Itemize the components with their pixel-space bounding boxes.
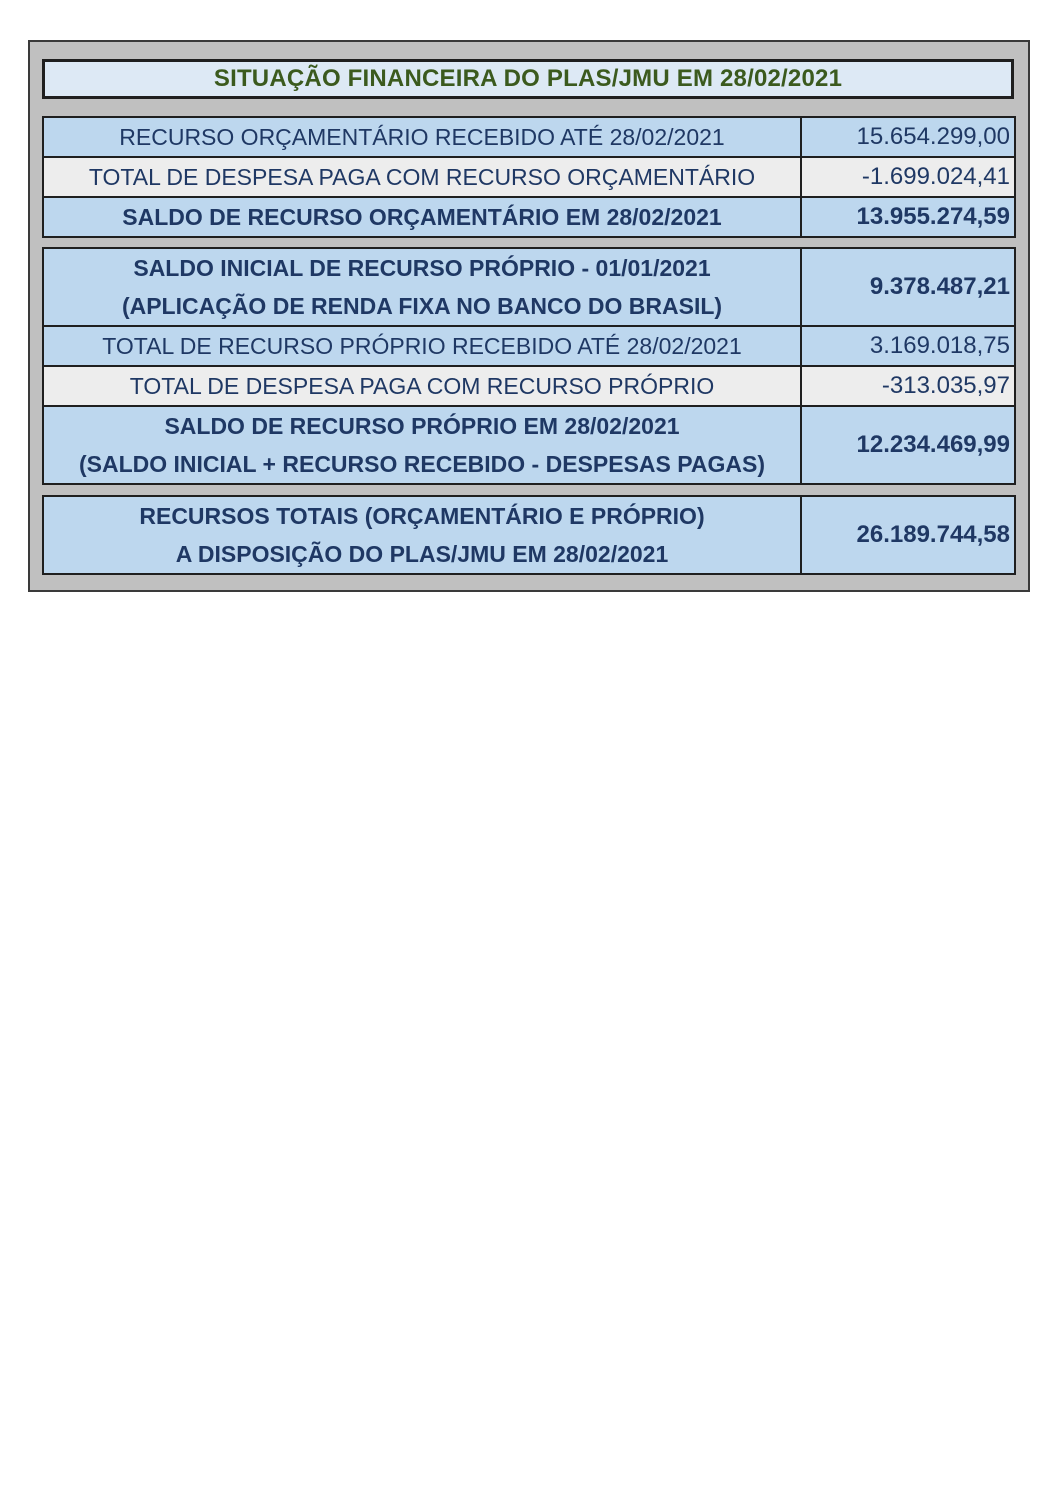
orcamentario-saldo-label: SALDO DE RECURSO ORÇAMENTÁRIO EM 28/02/2021 bbox=[43, 197, 801, 237]
orcamentario-recebido-label: RECURSO ORÇAMENTÁRIO RECEBIDO ATÉ 28/02/2021 bbox=[43, 117, 801, 157]
proprio-saldo-line2: (SALDO INICIAL + RECURSO RECEBIDO - DESPESAS PAGAS) bbox=[78, 451, 766, 477]
table-row bbox=[43, 117, 1015, 157]
table-row bbox=[43, 496, 1015, 574]
totais-line1: RECURSOS TOTAIS (ORÇAMENTÁRIO E PRÓPRIO) bbox=[139, 503, 705, 529]
orcamentario-despesa-label: TOTAL DE DESPESA PAGA COM RECURSO ORÇAMENTÁRIO bbox=[43, 157, 801, 197]
proprio-saldo-inicial-line1: SALDO INICIAL DE RECURSO PRÓPRIO - 01/01/2021 bbox=[133, 255, 711, 281]
table-row bbox=[43, 366, 1015, 406]
table-row bbox=[43, 326, 1015, 366]
totais-line2: A DISPOSIÇÃO DO PLAS/JMU EM 28/02/2021 bbox=[175, 541, 669, 567]
orcamentario-table bbox=[42, 116, 1016, 238]
proprio-despesa-value: -313.035,97 bbox=[801, 366, 1015, 406]
orcamentario-saldo-value: 13.955.274,59 bbox=[801, 197, 1015, 237]
table-row bbox=[43, 157, 1015, 197]
proprio-despesa-label: TOTAL DE DESPESA PAGA COM RECURSO PRÓPRIO bbox=[43, 366, 801, 406]
report-title: SITUAÇÃO FINANCEIRA DO PLAS/JMU EM 28/02/2021 bbox=[42, 59, 1014, 99]
proprio-saldo-label bbox=[43, 406, 801, 484]
proprio-table bbox=[42, 247, 1016, 485]
orcamentario-recebido-value: 15.654.299,00 bbox=[801, 117, 1015, 157]
proprio-recebido-value: 3.169.018,75 bbox=[801, 326, 1015, 366]
totais-label bbox=[43, 496, 801, 574]
proprio-saldo-inicial-value: 9.378.487,21 bbox=[801, 248, 1015, 326]
proprio-saldo-inicial-label bbox=[43, 248, 801, 326]
table-row bbox=[43, 248, 1015, 326]
proprio-saldo-value: 12.234.469,99 bbox=[801, 406, 1015, 484]
totais-table bbox=[42, 495, 1016, 575]
proprio-saldo-inicial-line2: (APLICAÇÃO DE RENDA FIXA NO BANCO DO BRASIL) bbox=[121, 293, 723, 319]
totais-value: 26.189.744,58 bbox=[801, 496, 1015, 574]
orcamentario-despesa-value: -1.699.024,41 bbox=[801, 157, 1015, 197]
financial-summary-panel bbox=[28, 40, 1030, 592]
proprio-recebido-label: TOTAL DE RECURSO PRÓPRIO RECEBIDO ATÉ 28/02/2021 bbox=[43, 326, 801, 366]
table-row bbox=[43, 197, 1015, 237]
table-row bbox=[43, 406, 1015, 484]
proprio-saldo-line1: SALDO DE RECURSO PRÓPRIO EM 28/02/2021 bbox=[164, 413, 680, 439]
